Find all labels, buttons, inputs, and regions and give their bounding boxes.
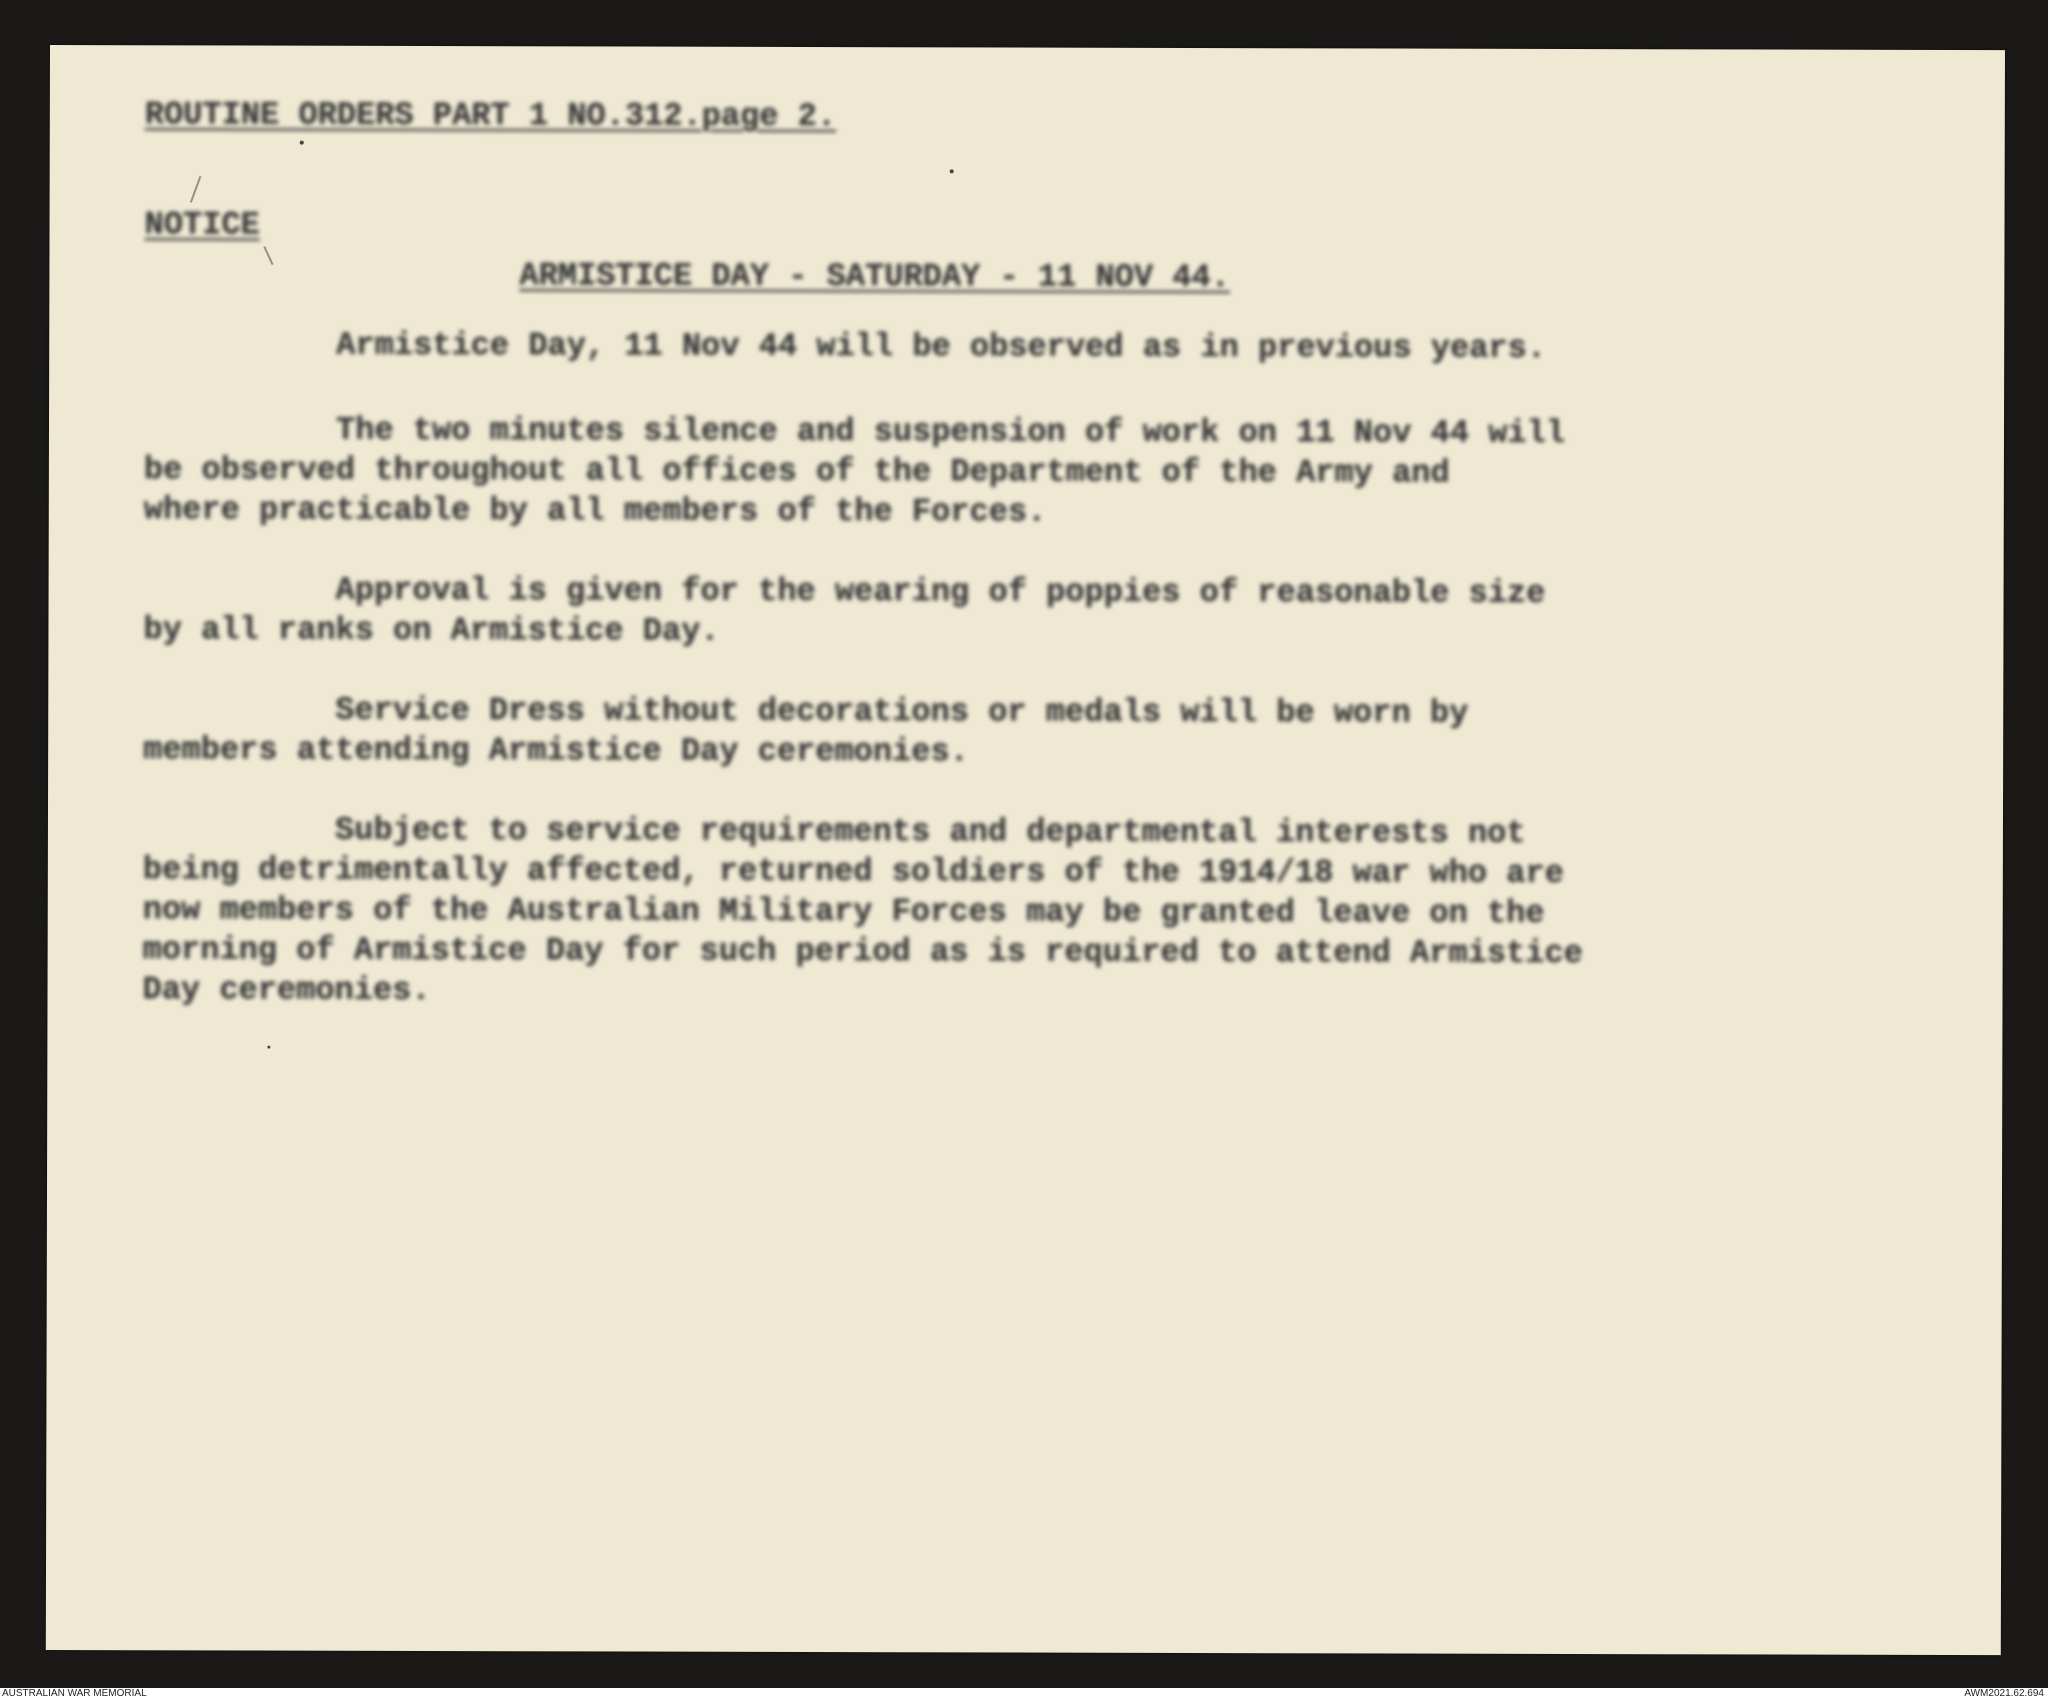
paragraph-line: where practicable by all members of the Forces.: [143, 491, 1047, 531]
paragraph-line: being detrimentally affected, returned soldiers of the 1914/18 war who are: [142, 851, 1564, 892]
paragraph-line: Subject to service requirements and departmental interests not: [142, 811, 1526, 852]
notice-title: ARMISTICE DAY - SATURDAY - 11 NOV 44.: [519, 257, 1230, 297]
document-page: [46, 45, 2005, 1655]
routine-orders-header: ROUTINE ORDERS PART 1 NO.312.page 2.: [144, 96, 837, 136]
paragraph-line: The two minutes silence and suspension of work on 11 Nov 44 will: [143, 411, 1566, 452]
paper-speck: [300, 141, 304, 145]
paragraph-line: now members of the Australian Military Forces may be granted leave on the: [142, 891, 1545, 932]
paragraph-5: [142, 810, 1903, 1015]
accession-number: AWM2021.62.694: [1964, 1688, 2044, 1699]
paragraph-line: Day ceremonies.: [142, 971, 431, 1009]
paragraph-line: be observed throughout all offices of the Department of the Army and: [143, 451, 1450, 492]
paper-crease: [263, 246, 273, 265]
paragraph-line: by all ranks on Armistice Day.: [143, 611, 720, 650]
institution-label: AUSTRALIAN WAR MEMORIAL: [2, 1688, 147, 1699]
archive-footer: [0, 1688, 2048, 1700]
paragraph-4: [143, 690, 1903, 775]
paragraph-line: Service Dress without decorations or medals will be worn by: [143, 691, 1469, 732]
paragraph-3: [143, 570, 1903, 655]
paper-speck: [267, 1046, 270, 1049]
paragraph-2: [144, 410, 1904, 535]
paragraph-line: Armistice Day, 11 Nov 44 will be observed as in previous years.: [144, 326, 1547, 367]
paragraph-line: morning of Armistice Day for such period as is required to attend Armistice: [142, 931, 1583, 973]
paragraph-1: [144, 325, 1904, 370]
paragraph-line: members attending Armistice Day ceremonies.: [143, 731, 969, 771]
paragraph-line: Approval is given for the wearing of poppies of reasonable size: [143, 571, 1546, 612]
notice-label: NOTICE: [144, 206, 260, 244]
paper-speck: [950, 169, 954, 173]
paper-crease: [190, 176, 202, 203]
